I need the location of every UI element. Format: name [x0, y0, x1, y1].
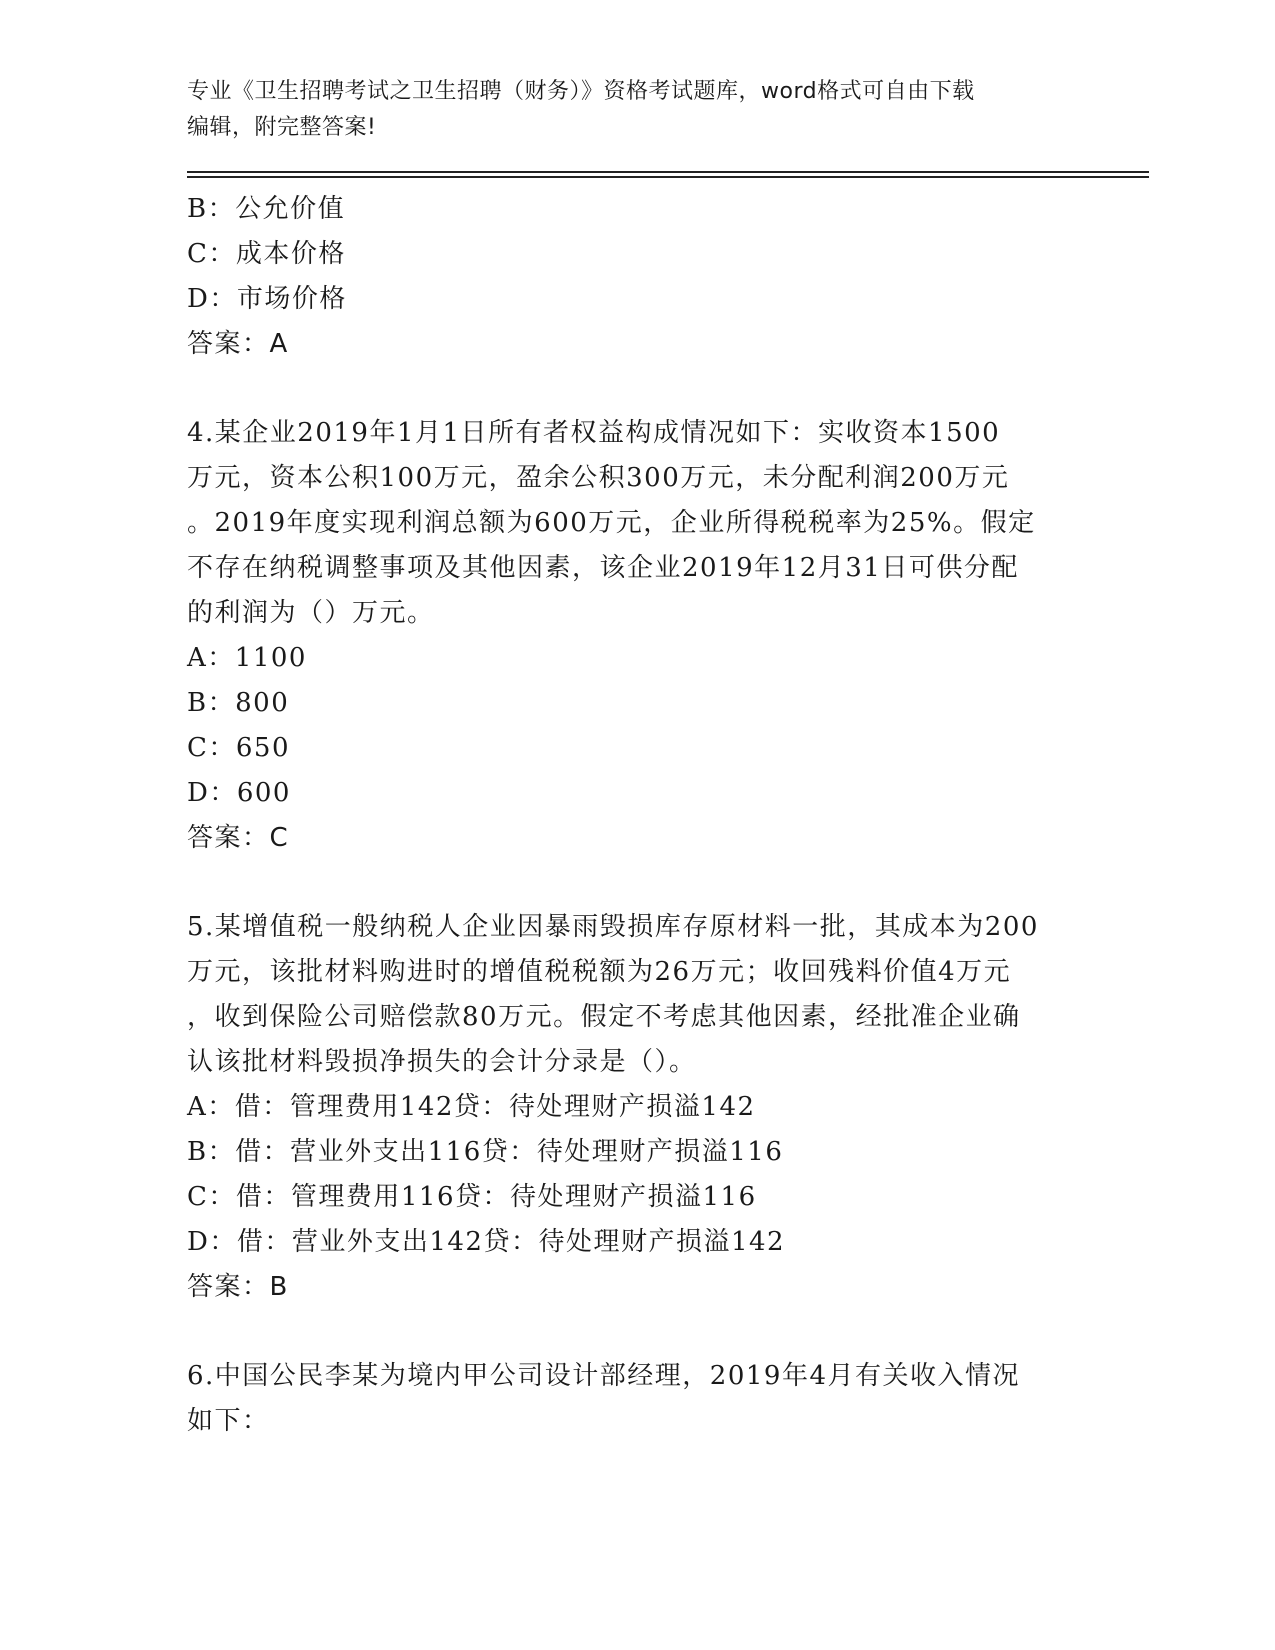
option-a: A：1100	[187, 643, 307, 673]
option-c: C：借：管理费用116贷：待处理财产损溢116	[187, 1182, 757, 1212]
option-b: B：800	[187, 688, 290, 718]
question-text-line: ，收到保险公司赔偿款80万元。假定不考虑其他因素，经批准企业确	[187, 1002, 1021, 1032]
question-text-line: 。2019年度实现利润总额为600万元，企业所得税税率为25%。假定	[187, 508, 1036, 538]
question-text-line: 如下：	[187, 1406, 270, 1436]
header-line-2: 编辑，附完整答案!	[187, 115, 377, 140]
question-4	[187, 411, 1087, 861]
option-b: B：公允价值	[187, 194, 346, 224]
answer: 答案：C	[187, 823, 290, 853]
question-text-line: 认该批材料毁损净损失的会计分录是（）。	[187, 1047, 697, 1077]
question-text-line: 4.某企业2019年1月1日所有者权益构成情况如下：实收资本1500	[187, 418, 1001, 448]
header-rule-top	[187, 171, 1149, 173]
question-text-line: 的利润为（）万元。	[187, 598, 435, 628]
option-c: C：650	[187, 733, 291, 763]
answer: 答案：A	[187, 329, 289, 359]
header-rule-bottom	[187, 176, 1149, 178]
option-d: D：借：营业外支出142贷：待处理财产损溢142	[187, 1227, 786, 1257]
option-d: D：市场价格	[187, 284, 347, 314]
question-text-line: 6.中国公民李某为境内甲公司设计部经理，2019年4月有关收入情况	[187, 1361, 1021, 1391]
question-text-line: 5.某增值税一般纳税人企业因暴雨毁损库存原材料一批，其成本为200	[187, 912, 1039, 942]
document-header	[187, 74, 1087, 146]
option-b: B：借：营业外支出116贷：待处理财产损溢116	[187, 1137, 784, 1167]
question-text-line: 不存在纳税调整事项及其他因素，该企业2019年12月31日可供分配	[187, 553, 1019, 583]
question-text-line: 万元，资本公积100万元，盈余公积300万元，未分配利润200万元	[187, 463, 1010, 493]
question-text-line: 万元，该批材料购进时的增值税税额为26万元；收回残料价值4万元	[187, 957, 1012, 987]
question-6	[187, 1354, 1087, 1444]
header-line-1: 专业《卫生招聘考试之卫生招聘（财务）》资格考试题库，word格式可自由下载	[187, 79, 975, 104]
option-a: A：借：管理费用142贷：待处理财产损溢142	[187, 1092, 756, 1122]
question-5	[187, 905, 1087, 1310]
option-d: D：600	[187, 778, 291, 808]
document-body	[187, 187, 1087, 1444]
answer: 答案：B	[187, 1272, 289, 1302]
question-3-tail	[187, 187, 1087, 367]
option-c: C：成本价格	[187, 239, 346, 269]
